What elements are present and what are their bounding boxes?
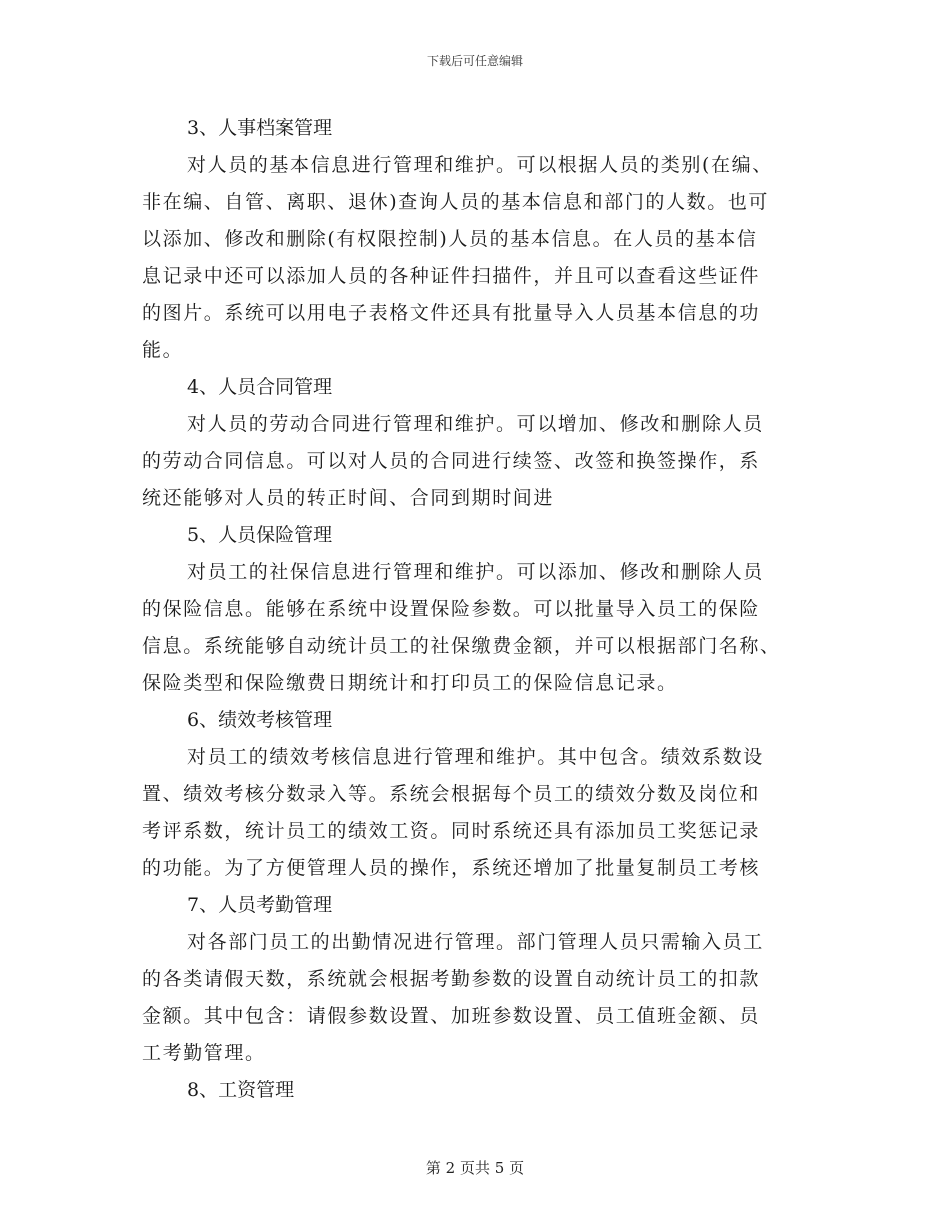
document-body <box>142 110 812 1109</box>
section-paragraph <box>142 739 812 887</box>
section-heading: 4、人员合同管理 <box>187 376 333 398</box>
running-header: 下载后可任意编辑 <box>426 54 523 68</box>
section-heading: 6、绩效考核管理 <box>187 709 333 731</box>
paragraph-line: 能。 <box>142 339 184 361</box>
paragraph-line: 的劳动合同信息。可以对人员的合同进行续签、改签和换签操作，系 <box>142 450 761 472</box>
paragraph-line: 对人员的基本信息进行管理和维护。可以根据人员的类别(在编、 <box>187 154 773 176</box>
section-paragraph <box>142 147 812 369</box>
paragraph-line: 考评系数，统计员工的绩效工资。同时系统还具有添加员工奖惩记录 <box>142 820 761 842</box>
section-paragraph <box>142 554 812 702</box>
paragraph-line: 置、绩效考核分数录入等。系统会根据每个员工的绩效分数及岗位和 <box>142 783 761 805</box>
paragraph-line: 对人员的劳动合同进行管理和维护。可以增加、修改和删除人员 <box>187 413 764 435</box>
paragraph-line: 的保险信息。能够在系统中设置保险参数。可以批量导入员工的保险 <box>142 598 761 620</box>
paragraph-line: 的各类请假天数，系统就会根据考勤参数的设置自动统计员工的扣款 <box>142 968 761 990</box>
paragraph-line: 非在编、自管、离职、退休)查询人员的基本信息和部门的人数。也可 <box>142 191 770 213</box>
paragraph-line: 金额。其中包含：请假参数设置、加班参数设置、员工值班金额、员 <box>142 1005 761 1027</box>
paragraph-line: 以添加、修改和删除(有权限控制)人员的基本信息。在人员的基本信 <box>142 228 758 250</box>
section-heading: 7、人员考勤管理 <box>187 894 333 916</box>
paragraph-line: 的图片。系统可以用电子表格文件还具有批量导入人员基本信息的功 <box>142 302 761 324</box>
paragraph-line: 工考勤管理。 <box>142 1042 266 1064</box>
section-paragraph <box>142 406 812 517</box>
section-heading: 3、人事档案管理 <box>187 117 333 139</box>
paragraph-line: 的功能。为了方便管理人员的操作，系统还增加了批量复制员工考核 <box>142 857 761 879</box>
paragraph-line: 信息。系统能够自动统计员工的社保缴费金额，并可以根据部门名称、 <box>142 635 781 657</box>
section-heading: 8、工资管理 <box>187 1079 295 1101</box>
paragraph-line: 保险类型和保险缴费日期统计和打印员工的保险信息记录。 <box>142 672 678 694</box>
paragraph-line: 息记录中还可以添加人员的各种证件扫描件，并且可以查看这些证件 <box>142 265 761 287</box>
paragraph-line: 对员工的绩效考核信息进行管理和维护。其中包含。绩效系数设 <box>187 746 764 768</box>
section-heading: 5、人员保险管理 <box>187 524 333 546</box>
page-number-footer: 第 2 页共 5 页 <box>425 1159 525 1177</box>
paragraph-line: 对员工的社保信息进行管理和维护。可以添加、修改和删除人员 <box>187 561 764 583</box>
paragraph-line: 对各部门员工的出勤情况进行管理。部门管理人员只需输入员工 <box>187 931 764 953</box>
paragraph-line: 统还能够对人员的转正时间、合同到期时间进 <box>142 487 555 509</box>
section-paragraph <box>142 924 812 1072</box>
